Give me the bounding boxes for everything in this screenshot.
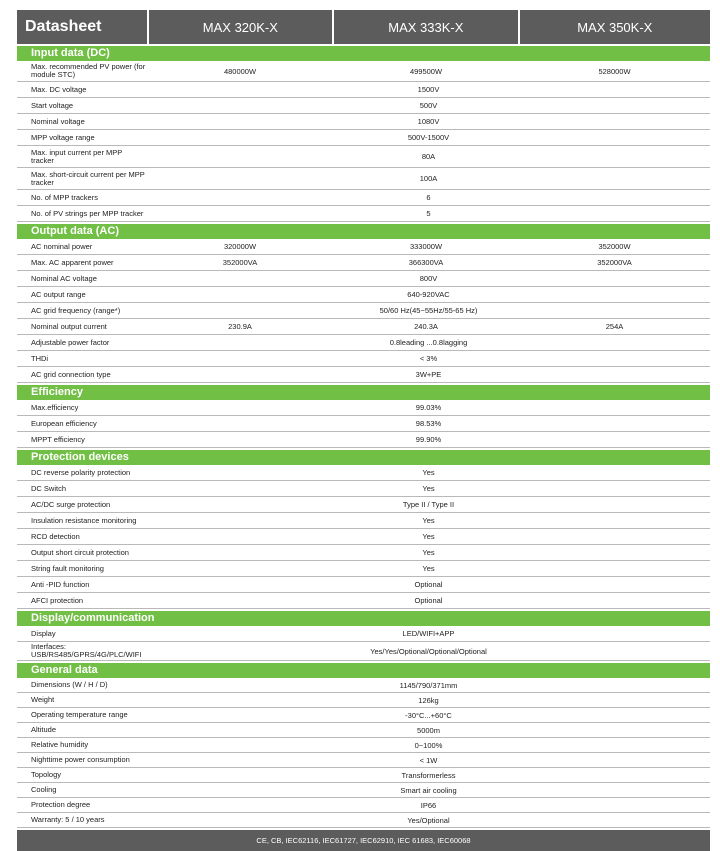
row-label: Anti -PID function <box>31 579 90 589</box>
table-row <box>17 130 710 146</box>
row-label: European efficiency <box>31 418 97 428</box>
row-value: Transformerless <box>401 770 456 780</box>
certifications-footer: CE, CB, IEC62116, IEC61727, IEC62910, IEC 61683, IEC60068 <box>17 830 710 851</box>
table-row <box>17 255 710 271</box>
row-label: Operating temperature range <box>31 710 128 720</box>
row-value: 99.03% <box>415 403 442 412</box>
row-label: Max. DC voltage <box>31 84 87 94</box>
row-value: 1080V <box>417 117 440 126</box>
row-value: 500V-1500V <box>407 133 450 142</box>
row-label: MPPT efficiency <box>31 434 85 444</box>
row-value: Yes/Optional <box>407 815 450 825</box>
table-row <box>17 114 710 130</box>
row-label: Warranty: 5 / 10 years <box>31 815 105 825</box>
row-label: Relative humidity <box>31 740 89 750</box>
table-row <box>17 593 710 609</box>
table-row <box>17 61 710 82</box>
table-row <box>17 319 710 335</box>
row-value: 352000VA <box>222 258 258 267</box>
row-value: 352000W <box>598 242 631 251</box>
table-row <box>17 190 710 206</box>
table-row <box>17 768 710 783</box>
row-label: AFCI protection <box>31 595 84 605</box>
row-label: Protection degree <box>31 800 91 810</box>
table-row <box>17 813 710 828</box>
row-value: 50/60 Hz(45~55Hz/55-65 Hz) <box>379 306 478 315</box>
table-row <box>17 561 710 577</box>
row-label: No. of MPP trackers <box>31 192 98 202</box>
row-label: Adjustable power factor <box>31 337 110 347</box>
row-label: THDi <box>31 353 49 363</box>
table-row <box>17 335 710 351</box>
table-row <box>17 708 710 723</box>
row-value: < 1W <box>419 755 438 765</box>
table-row <box>17 545 710 561</box>
table-row <box>17 577 710 593</box>
row-value: 6 <box>426 193 431 202</box>
row-label: MPP voltage range <box>31 132 95 142</box>
table-row <box>17 146 710 168</box>
row-label: Altitude <box>31 725 57 735</box>
table-row <box>17 678 710 693</box>
row-label: No. of PV strings per MPP tracker <box>31 208 144 218</box>
row-value: LED/WIFI+APP <box>402 629 455 638</box>
table-header <box>17 10 710 44</box>
row-value: 499500W <box>409 66 443 76</box>
table-row <box>17 513 710 529</box>
table-row <box>17 303 710 319</box>
row-value: 500V <box>419 101 438 110</box>
row-value: 3W+PE <box>415 370 442 379</box>
table-row <box>17 287 710 303</box>
row-value: < 3% <box>419 354 438 363</box>
table-row <box>17 642 710 661</box>
row-label: Max. AC apparent power <box>31 257 114 267</box>
row-value: 640-920VAC <box>407 290 450 299</box>
datasheet-title: Datasheet <box>17 10 147 44</box>
section-header: Display/communication <box>17 611 710 626</box>
row-value: 80A <box>421 152 436 161</box>
table-row <box>17 798 710 813</box>
row-value: Yes/Yes/Optional/Optional/Optional <box>370 646 487 656</box>
row-label: Nominal AC voltage <box>31 273 97 283</box>
row-label: Max. recommended PV power (for module STC) <box>31 62 146 79</box>
table-row <box>17 481 710 497</box>
table-row <box>17 416 710 432</box>
table-row <box>17 239 710 255</box>
row-value: 126kg <box>418 695 439 705</box>
row-value: Optional <box>414 580 443 589</box>
section-header: Input data (DC) <box>17 46 710 61</box>
row-value: 5 <box>426 209 431 218</box>
row-label: AC grid frequency (range*) <box>31 305 121 315</box>
row-label: AC grid connection type <box>31 369 111 379</box>
row-label: Nominal voltage <box>31 116 85 126</box>
model-header-333k: MAX 333K-X <box>334 10 517 44</box>
row-value: Yes <box>422 516 435 525</box>
table-row <box>17 693 710 708</box>
row-value: 320000W <box>223 242 257 251</box>
row-label: Interfaces: USB/RS485/GPRS/4G/PLC/WIFI <box>31 642 142 659</box>
row-value: 352000VA <box>597 258 632 267</box>
row-label: Insulation resistance monitoring <box>31 515 137 525</box>
section-header: Protection devices <box>17 450 710 465</box>
row-value: 1500V <box>417 85 440 94</box>
row-value: IP66 <box>420 800 437 810</box>
table-row <box>17 465 710 481</box>
table-row <box>17 738 710 753</box>
row-label: DC reverse polarity protection <box>31 467 131 477</box>
row-label: Output short circuit protection <box>31 547 129 557</box>
table-row <box>17 168 710 190</box>
row-value: Smart air cooling <box>400 785 457 795</box>
row-value: 240.3A <box>414 322 438 331</box>
table-row <box>17 367 710 383</box>
row-label: RCD detection <box>31 531 80 541</box>
row-value: 528000W <box>598 66 631 76</box>
row-value: Yes <box>422 548 435 557</box>
row-value: Yes <box>422 484 435 493</box>
table-row <box>17 98 710 114</box>
table-row <box>17 206 710 222</box>
row-value: -30°C...+60°C <box>405 710 452 720</box>
section-header: General data <box>17 663 710 678</box>
row-value: 99.90% <box>415 435 442 444</box>
row-label: AC/DC surge protection <box>31 499 111 509</box>
row-value: Yes <box>422 532 435 541</box>
row-label: Display <box>31 628 56 638</box>
row-label: Nighttime power consumption <box>31 755 130 765</box>
table-row <box>17 400 710 416</box>
table-row <box>17 783 710 798</box>
row-label: Max. input current per MPP tracker <box>31 147 123 165</box>
table-row <box>17 626 710 642</box>
row-value: 333000W <box>409 242 443 251</box>
model-header-320k: MAX 320K-X <box>149 10 332 44</box>
table-row <box>17 529 710 545</box>
section-header: Output data (AC) <box>17 224 710 239</box>
table-row <box>17 497 710 513</box>
row-label: DC Switch <box>31 483 67 493</box>
table-row <box>17 271 710 287</box>
row-value: 5000m <box>417 725 440 735</box>
row-label: String fault monitoring <box>31 563 104 573</box>
row-value: 480000W <box>223 66 257 76</box>
datasheet-table <box>17 10 710 851</box>
row-label: Nominal output current <box>31 321 107 331</box>
row-label: Max.efficiency <box>31 402 79 412</box>
row-value: 0~100% <box>414 740 443 750</box>
row-label: Cooling <box>31 785 57 795</box>
row-value: Yes <box>422 564 435 573</box>
row-label: AC nominal power <box>31 241 93 251</box>
row-value: 0.8leading ...0.8lagging <box>389 338 468 347</box>
table-row <box>17 82 710 98</box>
table-row <box>17 351 710 367</box>
model-header-350k: MAX 350K-X <box>520 10 710 44</box>
row-value: 366300VA <box>408 258 444 267</box>
row-label: AC output range <box>31 289 86 299</box>
row-label: Topology <box>31 770 62 780</box>
section-header: Efficiency <box>17 385 710 400</box>
row-label: Max. short-circuit current per MPP tracker <box>31 169 145 187</box>
row-value: Yes <box>422 468 435 477</box>
row-value: 100A <box>419 174 438 183</box>
row-value: 254A <box>605 322 624 331</box>
table-body <box>17 46 710 828</box>
row-label: Dimensions (W / H / D) <box>31 680 108 690</box>
row-value: Type II / Type II <box>402 500 455 509</box>
row-value: 98.53% <box>415 419 442 428</box>
row-value: 230.9A <box>228 322 252 331</box>
row-label: Start voltage <box>31 100 74 110</box>
row-label: Weight <box>31 695 55 705</box>
table-row <box>17 753 710 768</box>
table-row <box>17 432 710 448</box>
row-value: 1145/790/371mm <box>399 680 458 690</box>
table-row <box>17 723 710 738</box>
row-value: 800V <box>419 274 438 283</box>
row-value: Optional <box>414 596 443 605</box>
